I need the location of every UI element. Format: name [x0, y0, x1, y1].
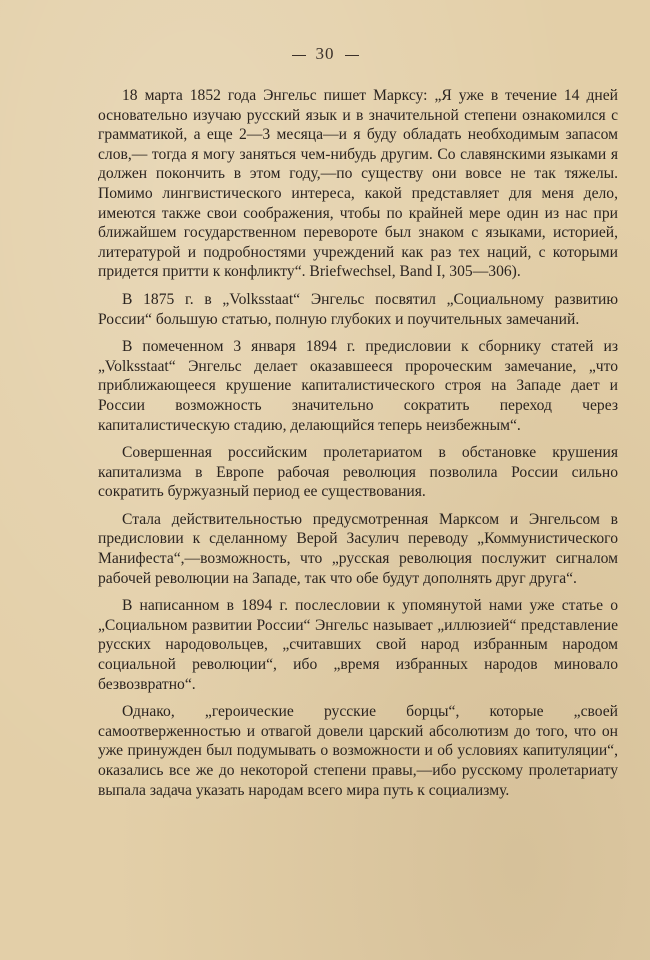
page-number — [0, 44, 650, 64]
paragraph-volksstaat-1875: В 1875 г. в „Volksstaat“ Энгельс посвятил „Социальному развитию России“ большую статью, полную глубоких и поучительных замечаний. — [98, 290, 618, 328]
body-text — [98, 86, 618, 808]
page-number-right-dash — [345, 55, 359, 56]
paragraph-heroic-fighters: Однако, „героические русские борцы“, которые „своей самоотверженностью и отвагой довели царский абсолютизм до того, что он уже принужден был подумывать о возможности и об условиях капитуляции“, оказались все же до некоторой степени правы,—ибо русскому пролетариату выпала задача указать народам всего мира путь к социализму. — [98, 703, 618, 799]
page-number-value: 30 — [315, 44, 335, 63]
paragraph-preface-1894: В помеченном 3 января 1894 г. предисловии к сборнику статей из „Volksstaat“ Энгельс делает оказавшееся пророческим замечание, „что приближающееся крушение капиталистического строя на Западе дает и России возможность значительно сократить переход через капиталистическую стадию, делающийся теперь неизбежным“. — [98, 338, 618, 434]
paragraph-engels-letter: 18 марта 1852 года Энгельс пишет Марксу: „Я уже в течение 14 дней основательно изучаю русский язык и в значительной степени ознакомился с грамматикой, а еще 2—3 месяца—и я буду обладать необходимым запасом слов,— тогда я могу заняться чем-нибудь другим. Со славянскими языками я должен покончить в этом году,—по существу они вовсе не так тяжелы. Помимо лингвистического интереса, какой представляет для меня дело, имеются также свои соображения, чтобы по крайней мере один из нас при ближайшем государственном перевороте был знаком с языками, историей, литературой и подробностями учреждений как раз тех наций, с которыми придется притти к конфликту“. Briefwechsel, Band I, 305—306). — [98, 87, 618, 281]
page-number-left-dash — [292, 55, 306, 56]
paragraph-proletariat-revolution: Совершенная российским пролетариатом в обстановке крушения капитализма в Европе рабочая революция позволила России сильно сократить буржуазный период ее существования. — [98, 444, 618, 501]
paragraph-communist-manifesto: Стала действительностью предусмотренная Марксом и Энгельсом в предисловии к сделанному Верой Засулич переводу „Коммунистического Манифеста“,—возможность, что „русская революция послужит сигналом рабочей революции на Западе, так что обе будут дополнять друг друга“. — [98, 510, 618, 587]
paragraph-afterword-1894: В написанном в 1894 г. послесловии к упомянутой нами уже статье о „Социальном развитии России“ Энгельс называет „иллюзией“ представление русских народовольцев, „считавших свой народ избранным народом социальной революции“, ибо „время избранных народов миновало безвозвратно“. — [98, 597, 618, 693]
